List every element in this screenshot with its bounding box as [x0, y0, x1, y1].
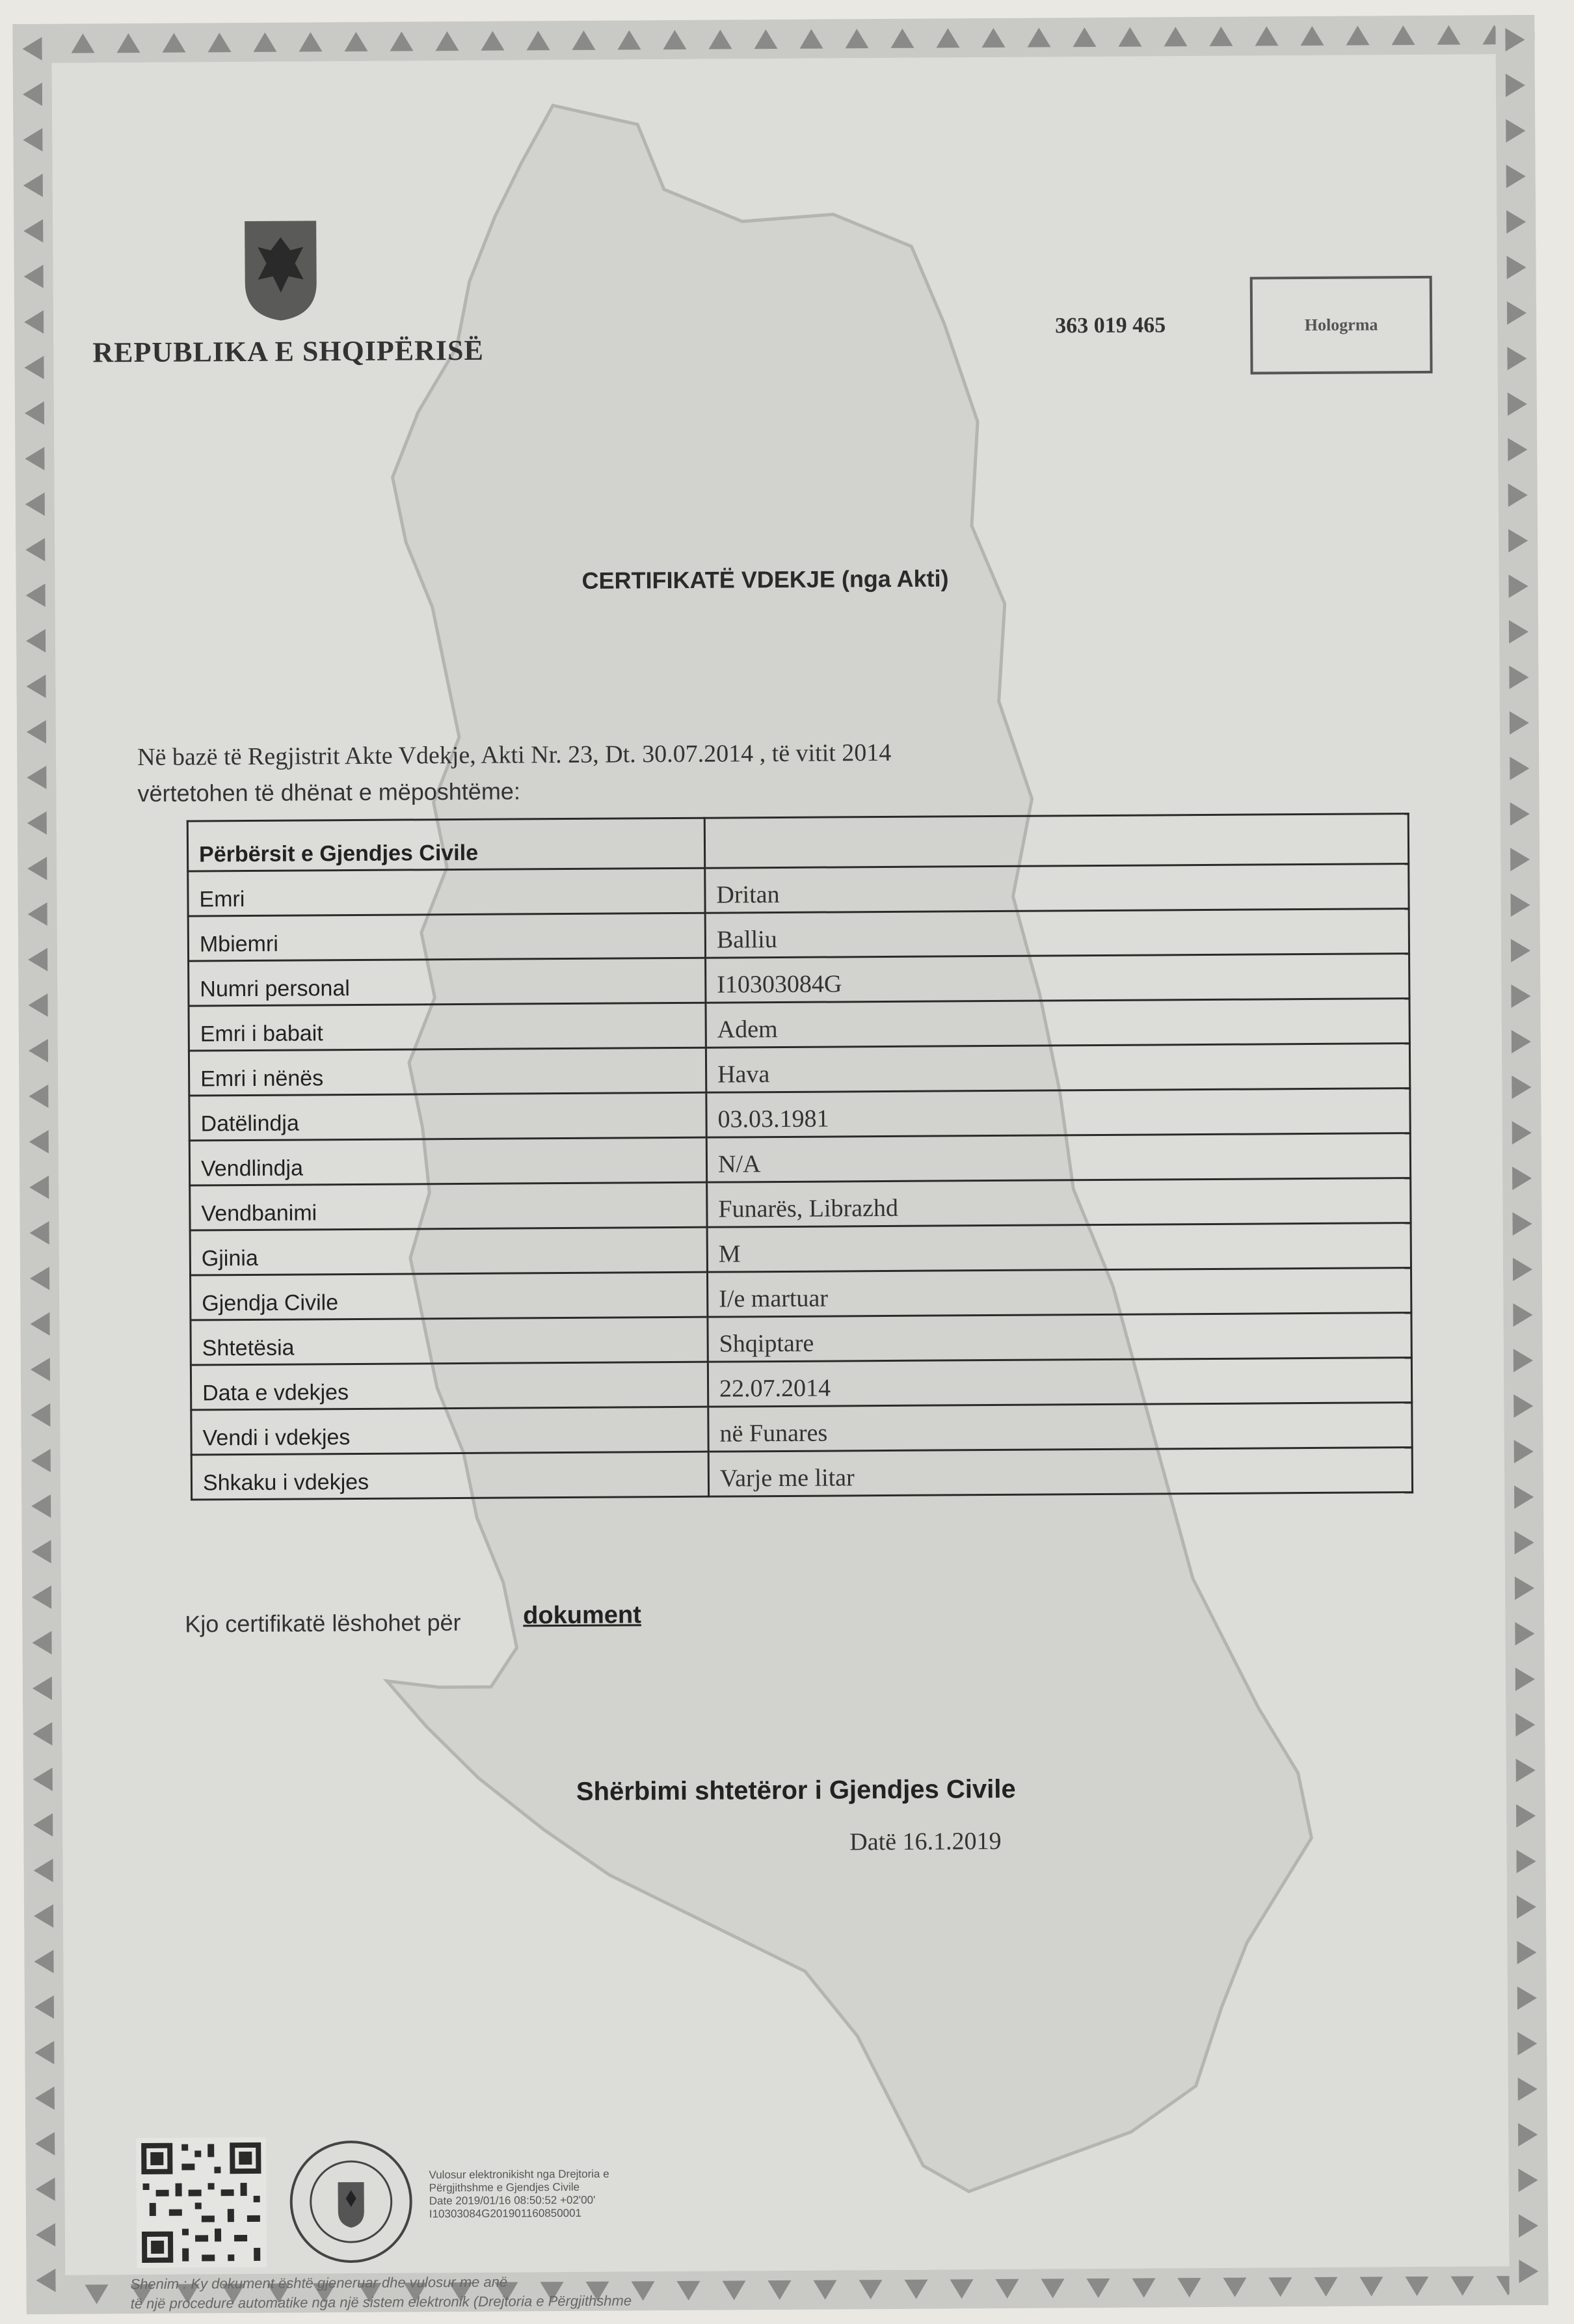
row-label: Emri: [188, 868, 705, 916]
table-row: [189, 999, 1409, 1051]
issuing-service-name: Shërbimi shtetëror i Gjendjes Civile: [576, 1774, 1016, 1806]
row-value: Dritan: [705, 864, 1409, 913]
row-value: I10303084G: [706, 954, 1409, 1003]
row-value: 03.03.1981: [706, 1088, 1410, 1138]
table-row: [191, 1268, 1411, 1320]
republic-title: REPUBLIKA E SHQIPËRISË: [92, 334, 484, 369]
table-row: [190, 1223, 1411, 1275]
row-value: Varje me litar: [708, 1448, 1412, 1497]
table-row: [189, 1133, 1410, 1185]
row-value: në Funares: [708, 1403, 1412, 1452]
table-row: [188, 909, 1409, 961]
esign-line-3: Date 2019/01/16 08:50:52 +02'00': [429, 2193, 596, 2208]
serial-number: 363 019 465: [1055, 313, 1166, 338]
footer-note-line-1: Shenim : Ky dokument është gjeneruar dhe vulosur me anë: [130, 2273, 508, 2293]
table-row: [190, 1178, 1411, 1230]
certificate-page: [12, 15, 1548, 2314]
table-header-label: Përbërsit e Gjendjes Civile: [187, 818, 704, 871]
intro-line-1: Në bazë të Regjistrit Akte Vdekje, Akti Nr. 23, Dt. 30.07.2014 , të vitit 2014: [137, 738, 892, 772]
electronic-seal-info: [429, 2168, 609, 2221]
row-value: Balliu: [705, 909, 1409, 958]
table-header-row: [187, 814, 1408, 871]
row-label: Emri i nënës: [189, 1047, 706, 1096]
row-label: Data e vdekjes: [191, 1362, 708, 1410]
row-value: Hava: [706, 1044, 1409, 1093]
row-value: I/e martuar: [708, 1268, 1411, 1317]
row-value: Shqiptare: [708, 1313, 1411, 1362]
table-row: [189, 1044, 1409, 1096]
intro-paragraph: [137, 733, 1081, 812]
row-value: M: [707, 1223, 1411, 1273]
row-value: Funarës, Librazhd: [707, 1178, 1411, 1228]
row-label: Mbiemri: [188, 913, 705, 961]
esign-line-1: Vulosur elektronikisht nga Drejtoria e: [429, 2167, 609, 2182]
row-value: 22.07.2014: [708, 1358, 1411, 1407]
row-label: Gjendja Civile: [191, 1272, 708, 1320]
issue-statement: Kjo certifikatë lëshohet për: [185, 1609, 461, 1638]
civil-status-table: [187, 813, 1413, 1500]
table-row: [191, 1403, 1412, 1455]
issue-purpose: dokument: [523, 1601, 641, 1630]
esign-line-4: I10303084G201901160850001: [429, 2206, 582, 2221]
hologram-box: [1250, 276, 1433, 375]
row-label: Shkaku i vdekjes: [191, 1452, 708, 1500]
table-row: [191, 1358, 1411, 1410]
intro-line-2: vërtetohen të dhënat e mëposhtëme:: [137, 777, 521, 807]
table-row: [188, 864, 1409, 916]
row-label: Datëlindja: [189, 1092, 706, 1141]
table-row: [191, 1313, 1411, 1365]
table-row: [191, 1448, 1412, 1500]
hologram-label: Hologrma: [1304, 315, 1378, 335]
esign-line-2: Përgjithshme e Gjendjes Civile: [429, 2180, 580, 2195]
qr-code-icon: [136, 2137, 267, 2268]
table-header-value: [704, 814, 1408, 869]
certificate-title: CERTIFIKATË VDEKJE (nga Akti): [581, 565, 949, 594]
row-label: Gjinia: [190, 1227, 707, 1275]
row-label: Vendbanimi: [190, 1182, 707, 1230]
footer-note: [130, 2271, 632, 2314]
row-label: Vendlindja: [189, 1137, 706, 1185]
table-row: [189, 954, 1409, 1006]
national-emblem-icon: [241, 217, 320, 322]
row-label: Emri i babait: [189, 1003, 706, 1051]
row-label: Vendi i vdekjes: [191, 1407, 708, 1455]
footer-note-line-2: të një procedure automatike nga një sistem elektronik (Drejtoria e Përgjithshme: [130, 2292, 632, 2312]
row-value: N/A: [706, 1133, 1410, 1183]
row-value: Adem: [706, 999, 1409, 1048]
row-label: Numri personal: [189, 958, 706, 1006]
issue-date: Datë 16.1.2019: [849, 1827, 1002, 1856]
official-seal-icon: [286, 2136, 416, 2267]
row-label: Shtetësia: [191, 1317, 708, 1365]
table-row: [189, 1088, 1410, 1141]
